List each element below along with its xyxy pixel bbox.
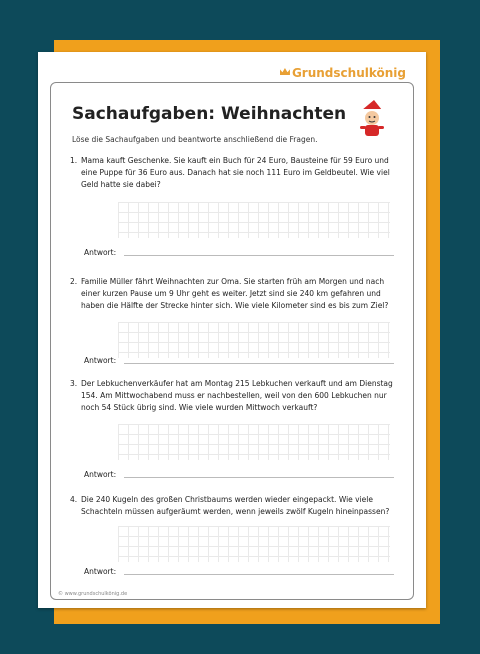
- brand-logo: [280, 66, 406, 80]
- answer-line[interactable]: [124, 255, 394, 256]
- answer-line[interactable]: [124, 363, 394, 364]
- answer-label: Antwort:: [84, 567, 117, 576]
- brand-name: Grundschulkönig: [291, 66, 406, 80]
- task-1: [70, 155, 395, 191]
- instructions: Löse die Sachaufgaben und beantworte anschließend die Fragen.: [72, 135, 318, 144]
- answer-line[interactable]: [124, 574, 394, 575]
- task-3: [70, 378, 395, 414]
- task-text: Die 240 Kugeln des großen Christbaums werden wieder eingepackt. Wie viele Schachteln müssen aufgeräumt werden, wenn jeweils zwölf Kugeln hineinpassen?: [81, 495, 390, 516]
- worksheet: [38, 52, 426, 608]
- answer-line[interactable]: [124, 477, 394, 478]
- answer-label: Antwort:: [84, 470, 117, 479]
- footer-copyright: © www.grundschulkönig.de: [58, 591, 128, 597]
- work-grid: [118, 322, 390, 358]
- answer-label: Antwort:: [84, 356, 117, 365]
- task-text: Der Lebkuchenverkäufer hat am Montag 215 Lebkuchen verkauft und am Dienstag 154. Am Mittwochabend muss er nachbestellen, weil von den 600 Lebkuchen nur noch 54 Stück übrig sind. Wie viele wurden Mittwoch verkauft?: [81, 379, 393, 412]
- work-grid: [118, 424, 390, 460]
- task-number: 3.: [70, 379, 78, 388]
- task-number: 1.: [70, 156, 78, 165]
- work-grid: [118, 526, 390, 562]
- page-title: Sachaufgaben: Weihnachten: [72, 104, 347, 124]
- task-text: Familie Müller fährt Weihnachten zur Oma. Sie starten früh am Morgen und nach einer kurzen Pause um 9 Uhr geht es weiter. Jetzt sind sie 240 km gefahren und haben die Hälfte der Strecke hinter sich. Wie viele Kilometer sind es bis zum Ziel?: [81, 277, 389, 310]
- task-2: [70, 276, 395, 312]
- task-text: Mama kauft Geschenke. Sie kauft ein Buch für 24 Euro, Bausteine für 59 Euro und eine Puppe für 36 Euro aus. Danach hat sie noch 111 Euro im Geldbeutel. Wie viel Geld hatte sie dabei?: [81, 156, 390, 189]
- task-number: 4.: [70, 495, 78, 504]
- crown-icon: [280, 68, 290, 75]
- task-number: 2.: [70, 277, 78, 286]
- santa-mascot-icon: [354, 98, 390, 138]
- work-grid: [118, 202, 390, 238]
- task-4: [70, 494, 395, 518]
- answer-label: Antwort:: [84, 248, 117, 257]
